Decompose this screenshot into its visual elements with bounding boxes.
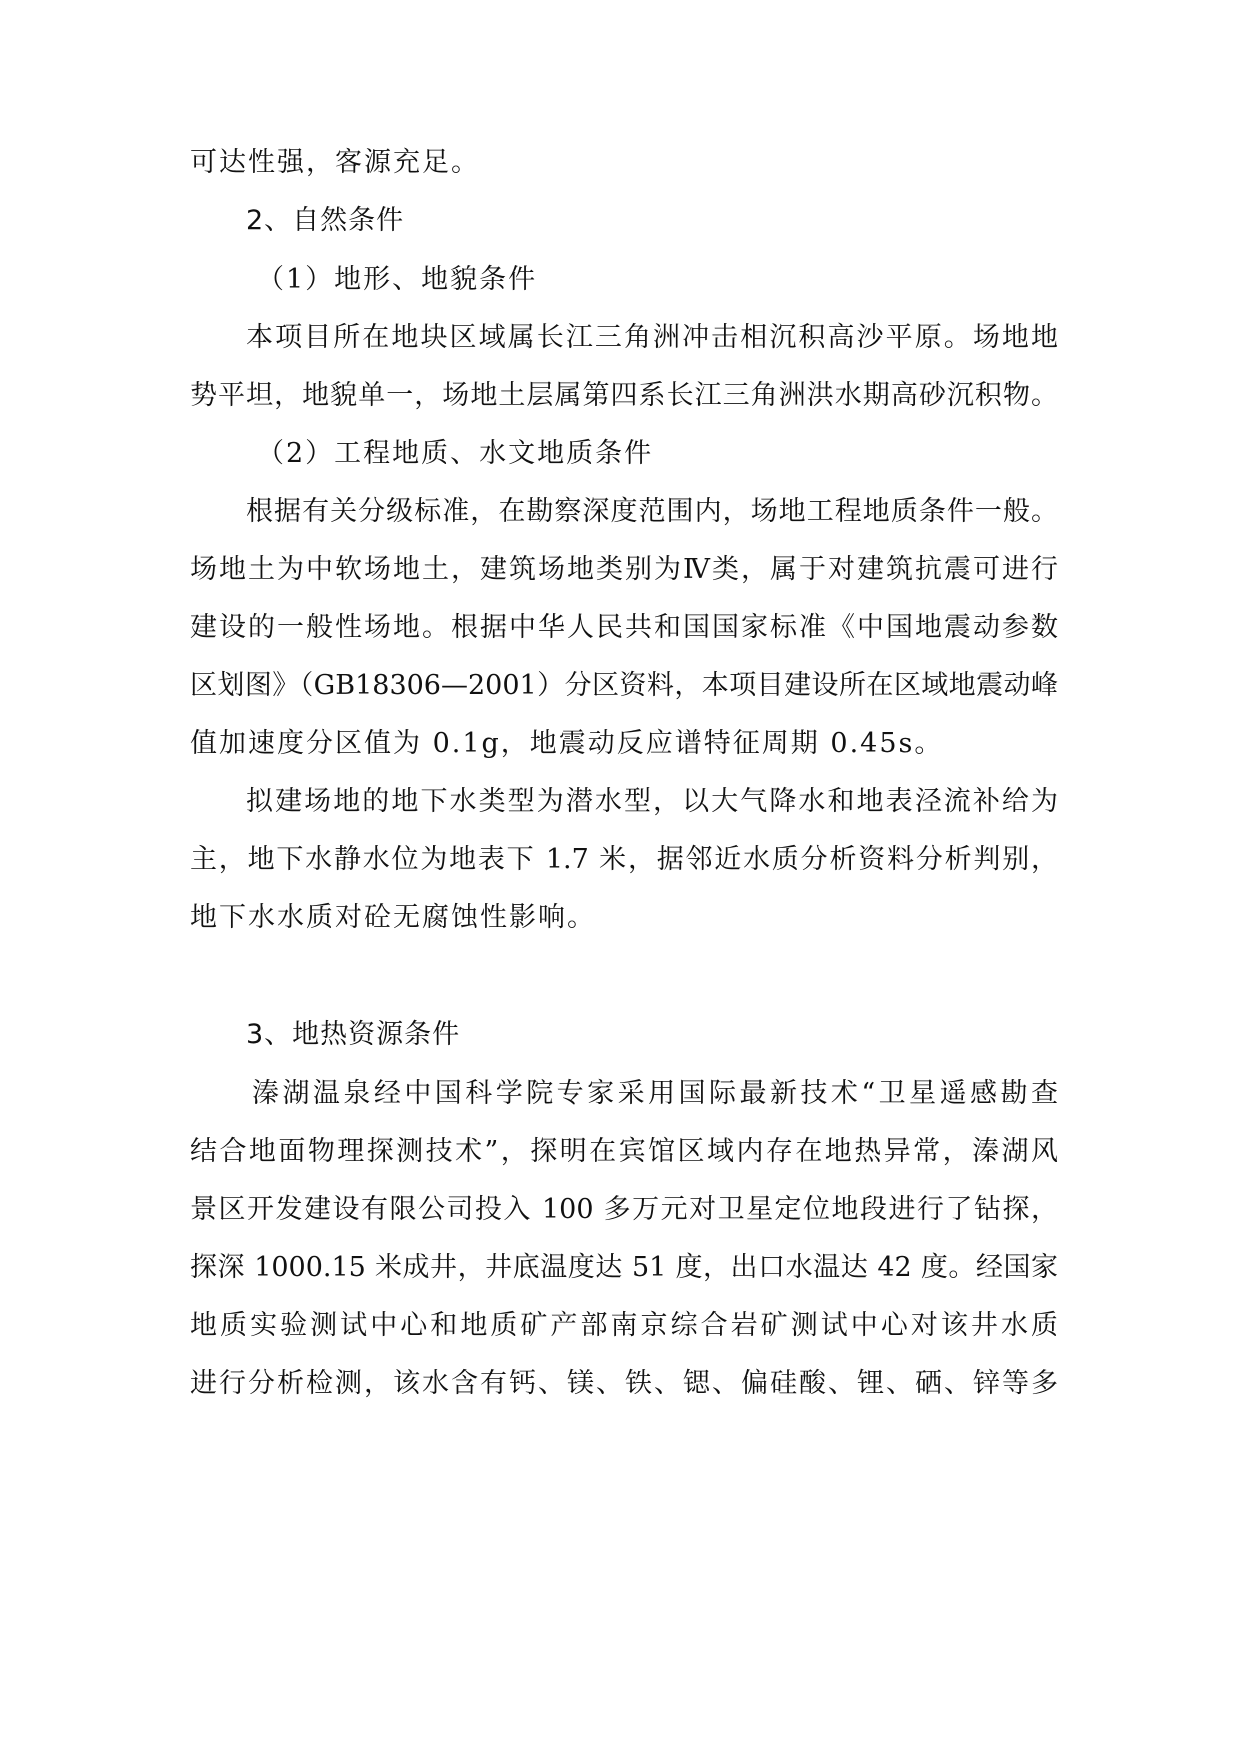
paragraph-line: 进行分析检测，该水含有钙、镁、铁、锶、偏硅酸、锂、硒、锌等多 (190, 1368, 1058, 1399)
paragraph-line: 景区开发建设有限公司投入 100 多万元对卫星定位地段进行了钻探， (190, 1194, 1058, 1225)
paragraph-line: 溱湖温泉经中国科学院专家采用国际最新技术“卫星遥感勘查 (252, 1078, 1058, 1109)
paragraph-line: 本项目所在地块区域属长江三角洲冲击相沉积高沙平原。场地地 (246, 322, 1058, 353)
paragraph-line: 势平坦，地貌单一，场地土层属第四系长江三角洲洪水期高砂沉积物。 (190, 380, 1058, 411)
paragraph-line: 主，地下水静水位为地表下 1.7 米，据邻近水质分析资料分析判别， (190, 844, 1058, 875)
paragraph-line: 地质实验测试中心和地质矿产部南京综合岩矿测试中心对该井水质 (190, 1310, 1058, 1341)
paragraph-line: 地下水水质对砼无腐蚀性影响。 (190, 902, 596, 933)
paragraph-line: 拟建场地的地下水类型为潜水型，以大气降水和地表泾流补给为 (246, 786, 1058, 817)
subsection-heading-geology: （2）工程地质、水文地质条件 (257, 438, 654, 469)
paragraph-line: 探深 1000.15 米成井，井底温度达 51 度，出口水温达 42 度。经国家 (190, 1252, 1058, 1283)
paragraph-line: 场地土为中软场地土，建筑场地类别为Ⅳ类，属于对建筑抗震可进行 (190, 554, 1058, 585)
paragraph-line: 根据有关分级标准，在勘察深度范围内，场地工程地质条件一般。 (246, 496, 1058, 527)
paragraph-line: 可达性强，客源充足。 (190, 147, 480, 178)
subsection-heading-terrain: （1）地形、地貌条件 (257, 264, 538, 295)
paragraph-line: 区划图》（GB18306—2001）分区资料，本项目建设所在区域地震动峰 (190, 670, 1058, 701)
paragraph-line: 值加速度分区值为 0.1g，地震动反应谱特征周期 0.45s。 (190, 728, 944, 759)
paragraph-line: 结合地面物理探测技术”，探明在宾馆区域内存在地热异常，溱湖风 (190, 1136, 1058, 1167)
paragraph-line: 建设的一般性场地。根据中华人民共和国国家标准《中国地震动参数 (190, 612, 1058, 643)
section-heading-natural-conditions: 2、自然条件 (246, 205, 405, 236)
section-heading-geothermal: 3、地热资源条件 (246, 1019, 461, 1050)
